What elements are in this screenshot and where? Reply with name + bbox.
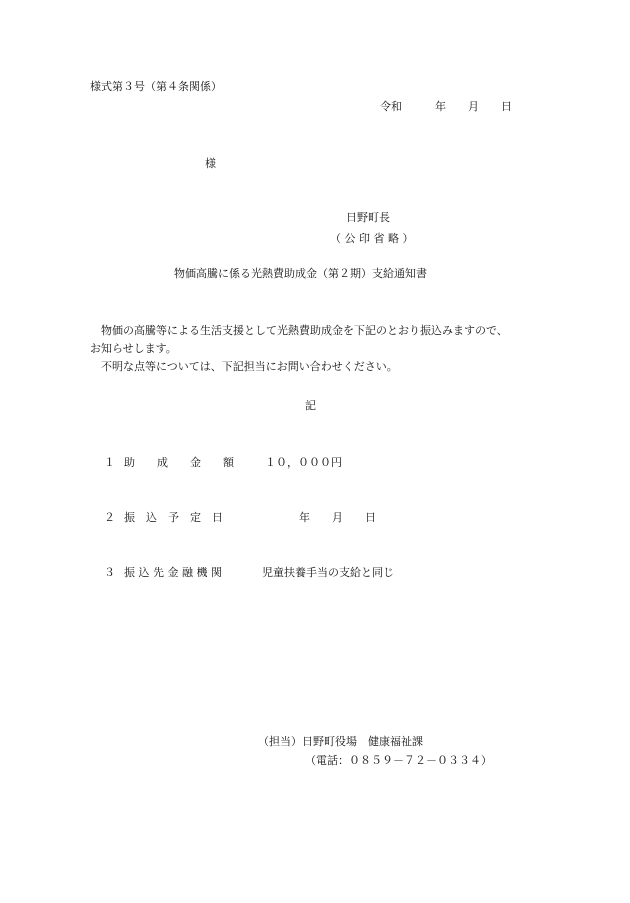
seal-omitted-note: （ 公 印 省 略 ） xyxy=(330,232,414,245)
item-number: ２ xyxy=(104,511,115,524)
contact-department: （担当）日野町役場 健康福祉課 xyxy=(258,735,423,748)
body-paragraph-line: 不明な点等については、下記担当にお問い合わせください。 xyxy=(101,360,398,373)
form-number: 様式第３号（第４条関係） xyxy=(90,80,222,93)
body-paragraph-line: お知らせします。 xyxy=(90,342,177,355)
body-paragraph-line: 物価の高騰等による生活支援として光熱費助成金を下記のとおり振込みますので、 xyxy=(101,324,508,337)
issuer-name: 日野町長 xyxy=(346,211,390,224)
recipient-honorific: 様 xyxy=(205,157,216,170)
issue-date: 令和 年 月 日 xyxy=(380,100,512,113)
grant-amount-value: １０，０００円 xyxy=(265,456,342,469)
document-title: 物価高騰に係る光熱費助成金（第２期）支給通知書 xyxy=(174,267,427,280)
transfer-date-label: 振 込 予 定 日 xyxy=(124,511,223,524)
item-number: １ xyxy=(104,456,115,469)
bank-label: 振 込 先 金 融 機 関 xyxy=(124,566,222,579)
item-number: ３ xyxy=(104,566,115,579)
ki-heading: 記 xyxy=(305,399,316,412)
bank-value: 児童扶養手当の支給と同じ xyxy=(262,566,394,579)
grant-amount-label: 助 成 金 額 xyxy=(124,456,234,469)
contact-phone: （電話：０８５９－７２－０３３４） xyxy=(305,754,492,767)
transfer-date-value: 年 月 日 xyxy=(299,511,376,524)
